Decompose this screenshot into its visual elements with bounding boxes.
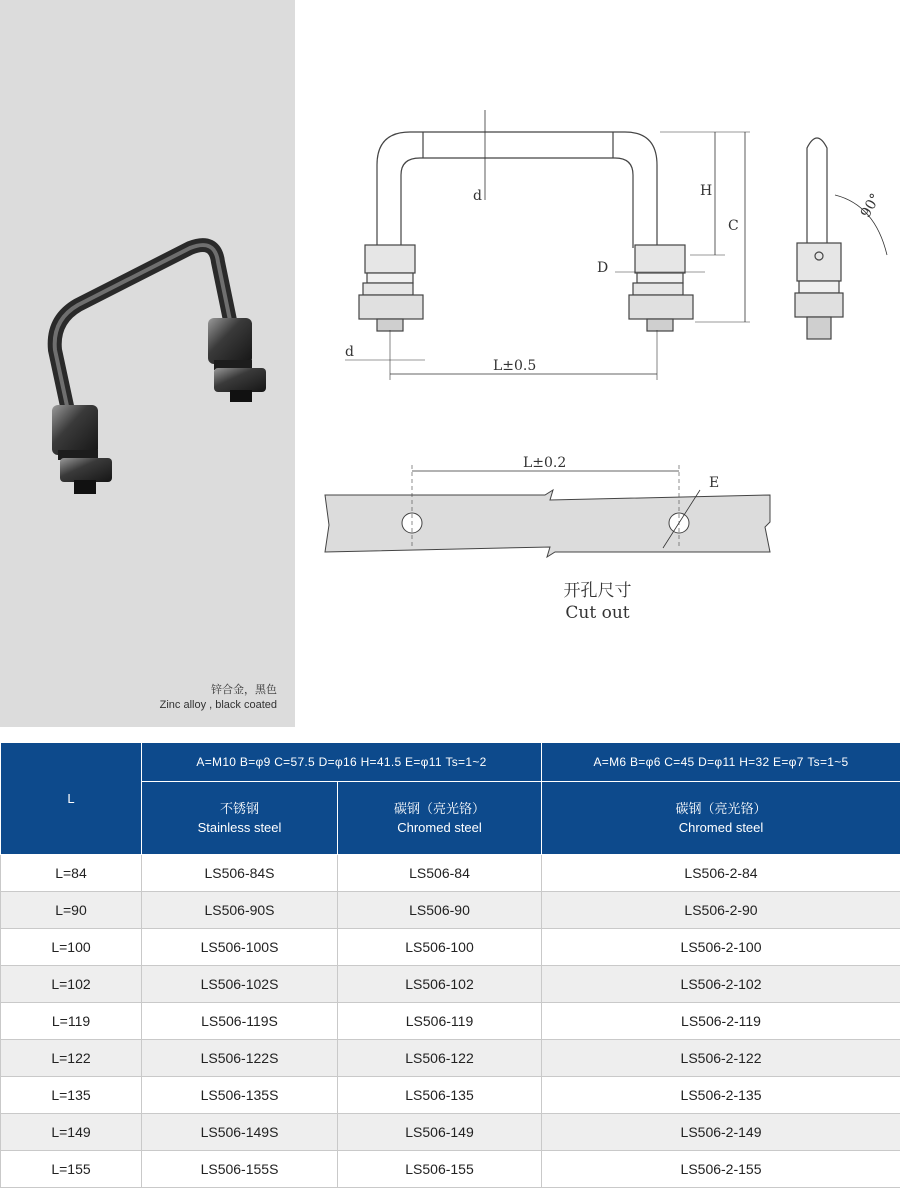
cell-chromed-2: LS506-2-102 bbox=[542, 966, 900, 1003]
table-row bbox=[1, 892, 900, 929]
cell-chromed-2: LS506-2-135 bbox=[542, 1077, 900, 1114]
label-L: L±0.5 bbox=[493, 358, 536, 374]
spec-table bbox=[0, 742, 900, 1188]
cell-chromed: LS506-84 bbox=[338, 855, 542, 892]
table-row bbox=[1, 1151, 900, 1188]
cell-stainless: LS506-84S bbox=[142, 855, 338, 892]
label-C: C bbox=[728, 218, 739, 234]
header-spec-group2: A=M6 B=φ6 C=45 D=φ11 H=32 E=φ7 Ts=1~5 bbox=[542, 743, 900, 782]
cutout-strip bbox=[325, 465, 770, 557]
header-stainless: 不锈钢 Stainless steel bbox=[142, 782, 338, 855]
cell-L: L=149 bbox=[1, 1114, 142, 1151]
label-d-bottom: d bbox=[345, 344, 354, 360]
cell-chromed-2: LS506-2-84 bbox=[542, 855, 900, 892]
cell-stainless: LS506-100S bbox=[142, 929, 338, 966]
table-row bbox=[1, 1114, 900, 1151]
table-row bbox=[1, 1040, 900, 1077]
cell-chromed: LS506-119 bbox=[338, 1003, 542, 1040]
cell-chromed: LS506-135 bbox=[338, 1077, 542, 1114]
label-E: E bbox=[709, 475, 719, 491]
cell-chromed-2: LS506-2-119 bbox=[542, 1003, 900, 1040]
cell-stainless: LS506-119S bbox=[142, 1003, 338, 1040]
caption-cn: 锌合金，黑色 bbox=[160, 683, 277, 698]
header-chromed: 碳钢（亮光铬） Chromed steel bbox=[338, 782, 542, 855]
cell-chromed-2: LS506-2-149 bbox=[542, 1114, 900, 1151]
cell-stainless: LS506-122S bbox=[142, 1040, 338, 1077]
photo-caption bbox=[160, 683, 277, 713]
cell-L: L=84 bbox=[1, 855, 142, 892]
table-row bbox=[1, 929, 900, 966]
table-row bbox=[1, 1003, 900, 1040]
cell-L: L=119 bbox=[1, 1003, 142, 1040]
header-chromed-2: 碳钢（亮光铬） Chromed steel bbox=[542, 782, 900, 855]
cell-L: L=90 bbox=[1, 892, 142, 929]
handle-photo bbox=[0, 0, 295, 727]
cell-chromed-2: LS506-2-100 bbox=[542, 929, 900, 966]
cell-chromed: LS506-102 bbox=[338, 966, 542, 1003]
cell-stainless: LS506-155S bbox=[142, 1151, 338, 1188]
cell-stainless: LS506-149S bbox=[142, 1114, 338, 1151]
cell-L: L=122 bbox=[1, 1040, 142, 1077]
cell-chromed: LS506-149 bbox=[338, 1114, 542, 1151]
cutout-title-en: Cut out bbox=[295, 602, 900, 624]
cell-L: L=100 bbox=[1, 929, 142, 966]
cell-chromed: LS506-155 bbox=[338, 1151, 542, 1188]
cell-stainless: LS506-90S bbox=[142, 892, 338, 929]
label-H: H bbox=[700, 183, 712, 199]
cell-L: L=135 bbox=[1, 1077, 142, 1114]
label-cut-L: L±0.2 bbox=[523, 455, 566, 471]
header-spec-group1: A=M10 B=φ9 C=57.5 D=φ16 H=41.5 E=φ11 Ts=1~2 bbox=[142, 743, 542, 782]
side-view bbox=[795, 138, 843, 339]
cell-chromed-2: LS506-2-155 bbox=[542, 1151, 900, 1188]
cell-chromed: LS506-122 bbox=[338, 1040, 542, 1077]
cell-chromed-2: LS506-2-90 bbox=[542, 892, 900, 929]
cell-stainless: LS506-102S bbox=[142, 966, 338, 1003]
front-view bbox=[359, 132, 693, 331]
cutout-title-cn: 开孔尺寸 bbox=[295, 580, 900, 602]
header-L: L bbox=[1, 743, 142, 855]
label-D: D bbox=[597, 260, 608, 276]
product-photo-panel bbox=[0, 0, 295, 727]
label-angle: 90° bbox=[858, 191, 884, 221]
cell-stainless: LS506-135S bbox=[142, 1077, 338, 1114]
technical-drawing bbox=[295, 0, 900, 727]
cutout-title bbox=[295, 580, 900, 624]
caption-en: Zinc alloy , black coated bbox=[160, 698, 277, 713]
cell-L: L=102 bbox=[1, 966, 142, 1003]
table-row bbox=[1, 855, 900, 892]
cell-chromed: LS506-100 bbox=[338, 929, 542, 966]
cell-chromed-2: LS506-2-122 bbox=[542, 1040, 900, 1077]
table-row bbox=[1, 1077, 900, 1114]
cell-chromed: LS506-90 bbox=[338, 892, 542, 929]
table-row bbox=[1, 966, 900, 1003]
label-d-top: d bbox=[473, 188, 482, 204]
cell-L: L=155 bbox=[1, 1151, 142, 1188]
